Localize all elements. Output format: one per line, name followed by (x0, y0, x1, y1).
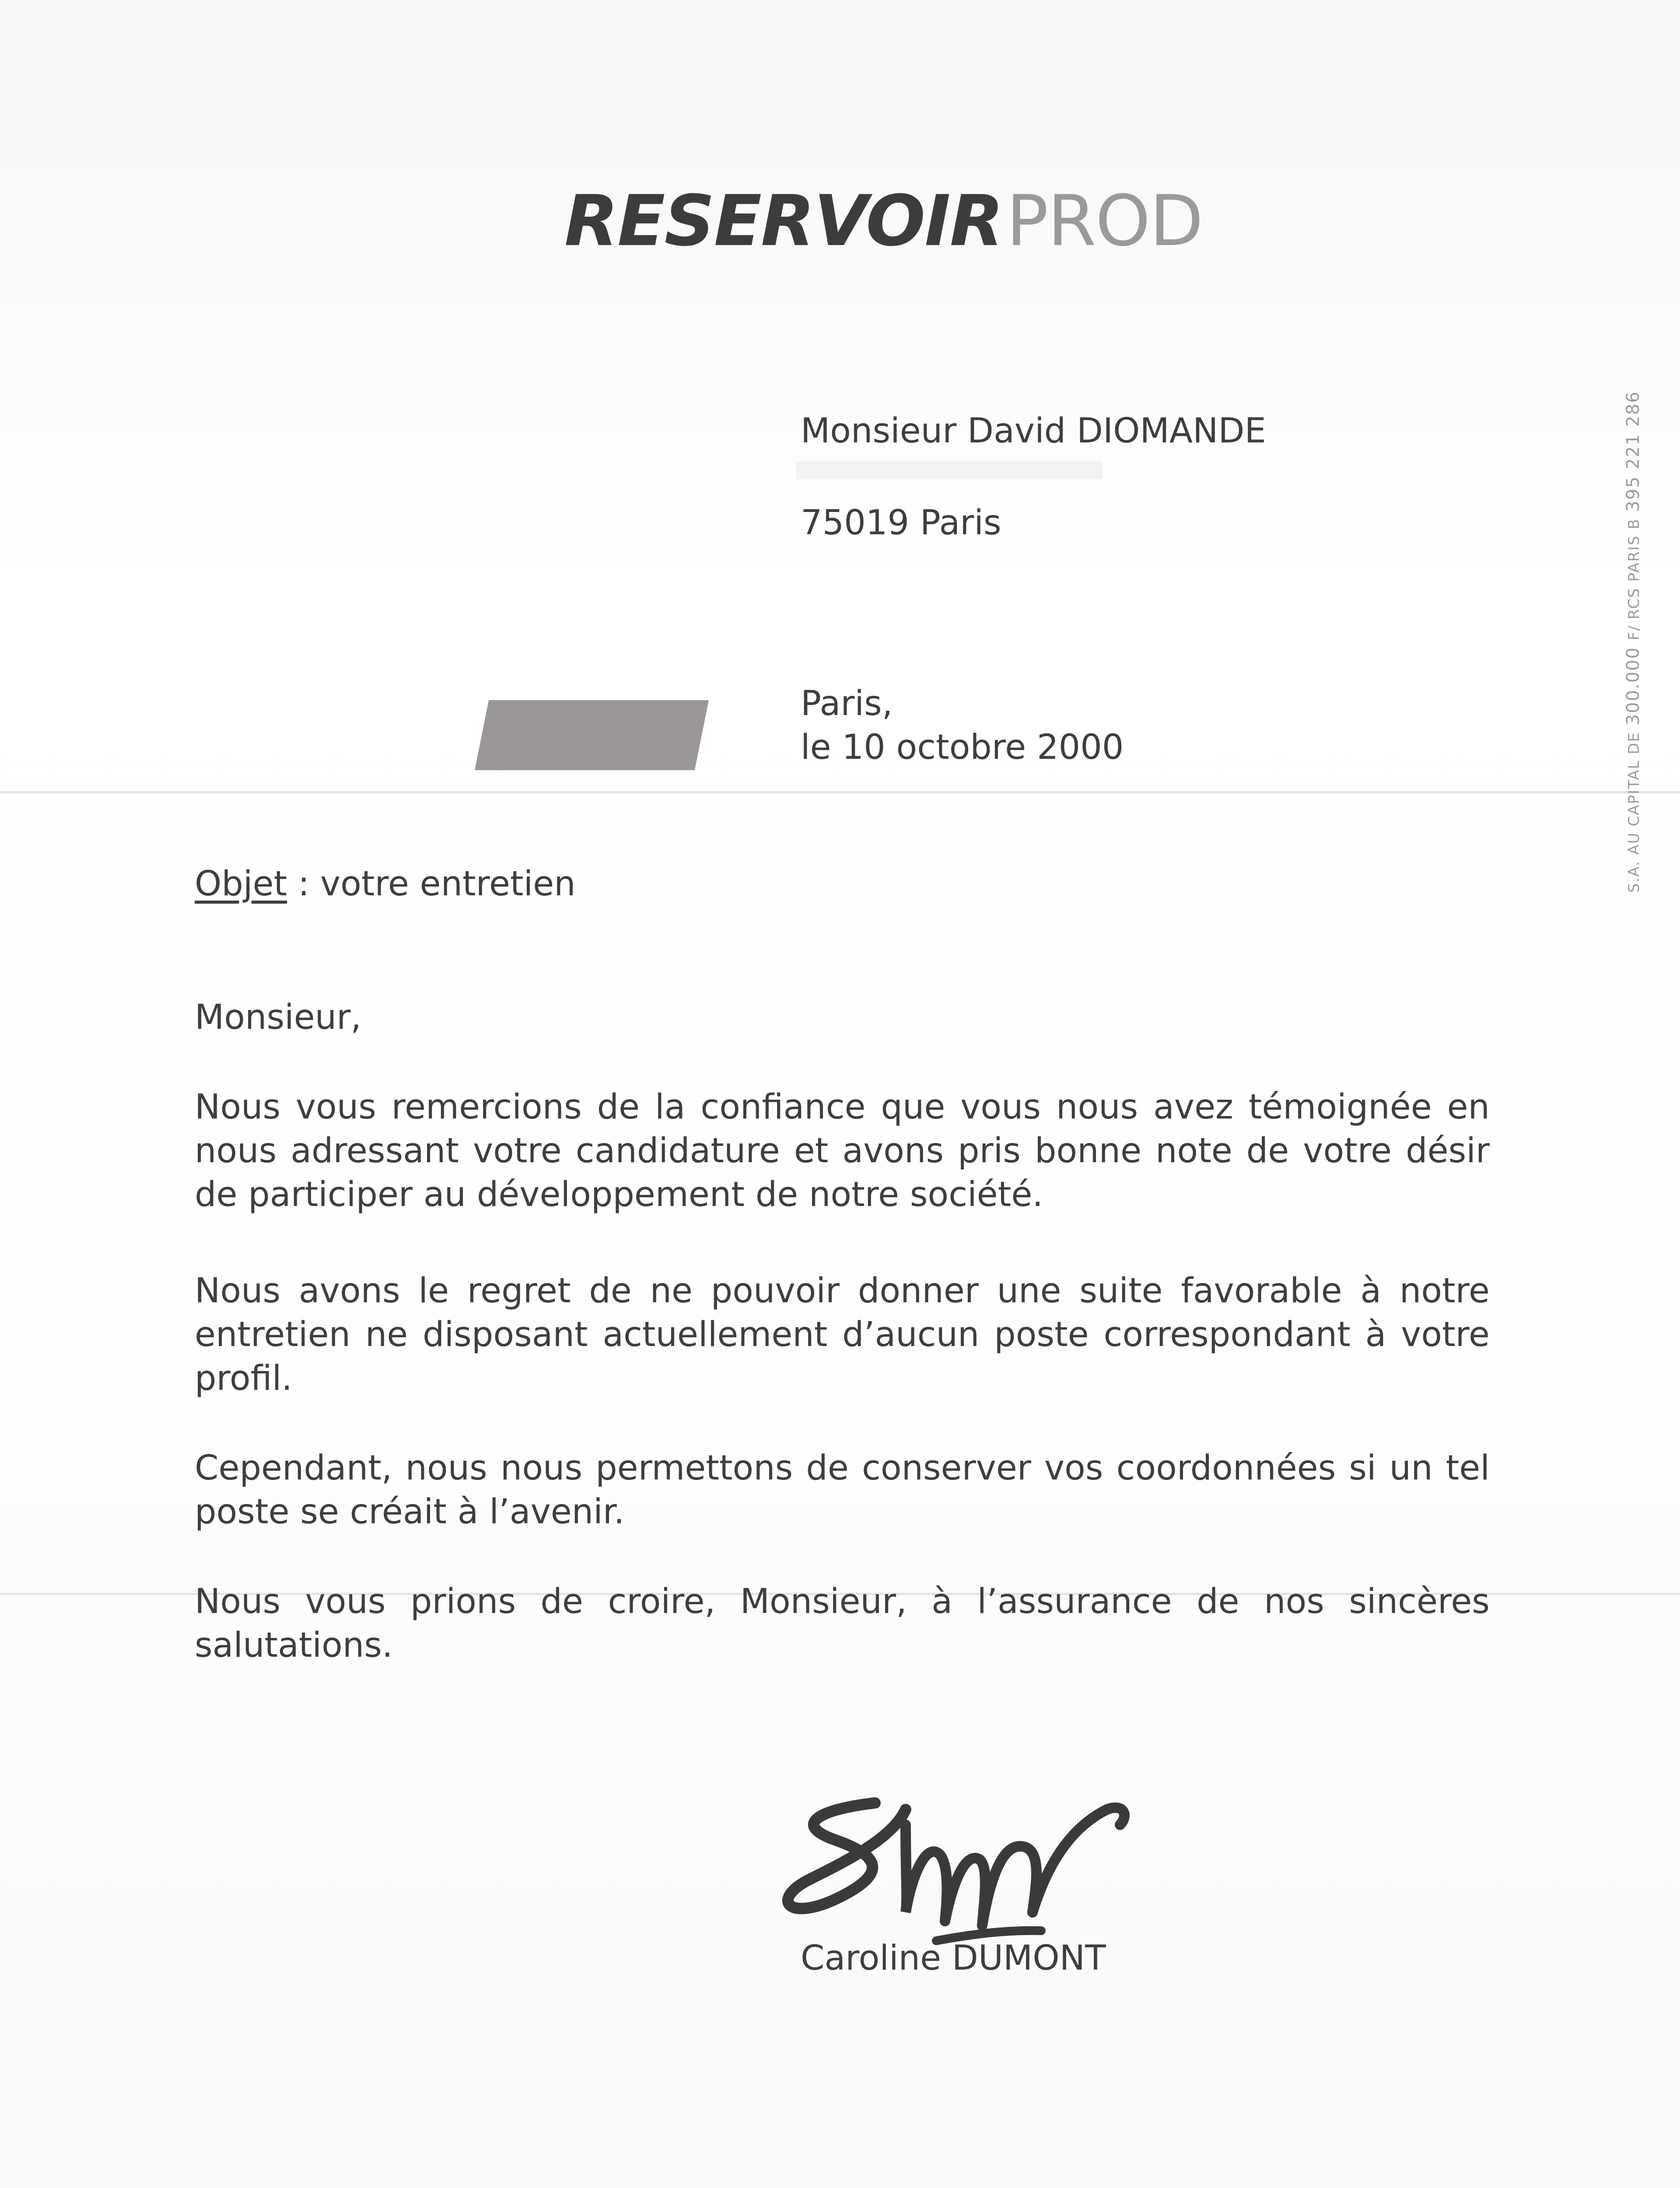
salutation: Monsieur, (195, 998, 362, 1037)
body-paragraph-2: Nous avons le regret de ne pouvoir donner une suite favorable à notre entretien ne disposant actuellement d’aucun poste correspondant à votre profil. (195, 1271, 1490, 1398)
redacted-street (796, 462, 1102, 479)
fold-line (0, 791, 1680, 793)
letter-date: le 10 octobre 2000 (801, 728, 1124, 767)
body-paragraph-4: Nous vous prions de croire, Monsieur, à l’assurance de nos sincères salutations. (195, 1582, 1490, 1665)
signatory-name: Caroline DUMONT (801, 1939, 1106, 1978)
company-logo (564, 182, 1203, 260)
recipient-city: 75019 Paris (801, 503, 1001, 543)
logo-prod: PROD (1006, 180, 1203, 262)
legal-capital-label: S.A. AU CAPITAL DE (1625, 732, 1643, 893)
body-paragraph-1: Nous vous remercions de la confiance que vous nous avez témoignée en nous adressant votre candidature et avons pris bonne note de votre désir de participer au développement de notre société. (195, 1087, 1490, 1214)
legal-capital-value: 300.000 (1623, 646, 1643, 726)
letter-place: Paris, (801, 684, 893, 723)
subject-separator: : (287, 864, 321, 904)
logo-reservoir: RESERVOIR (564, 180, 1003, 262)
handwritten-signature (761, 1768, 1146, 1960)
legal-mentions (1623, 391, 1643, 893)
legal-rcs-number: 395 221 286 (1623, 391, 1643, 512)
recipient-name: Monsieur David DIOMANDE (801, 411, 1266, 451)
redacted-reference (475, 700, 709, 770)
subject-label: Objet (195, 864, 287, 904)
body-paragraph-3: Cependant, nous nous permettons de conserver vos coordonnées si un tel poste se créait à l’avenir. (195, 1448, 1490, 1532)
subject-text: votre entretien (320, 864, 576, 904)
legal-rcs-label: F/ RCS PARIS B (1625, 518, 1643, 641)
subject-line (195, 862, 576, 906)
